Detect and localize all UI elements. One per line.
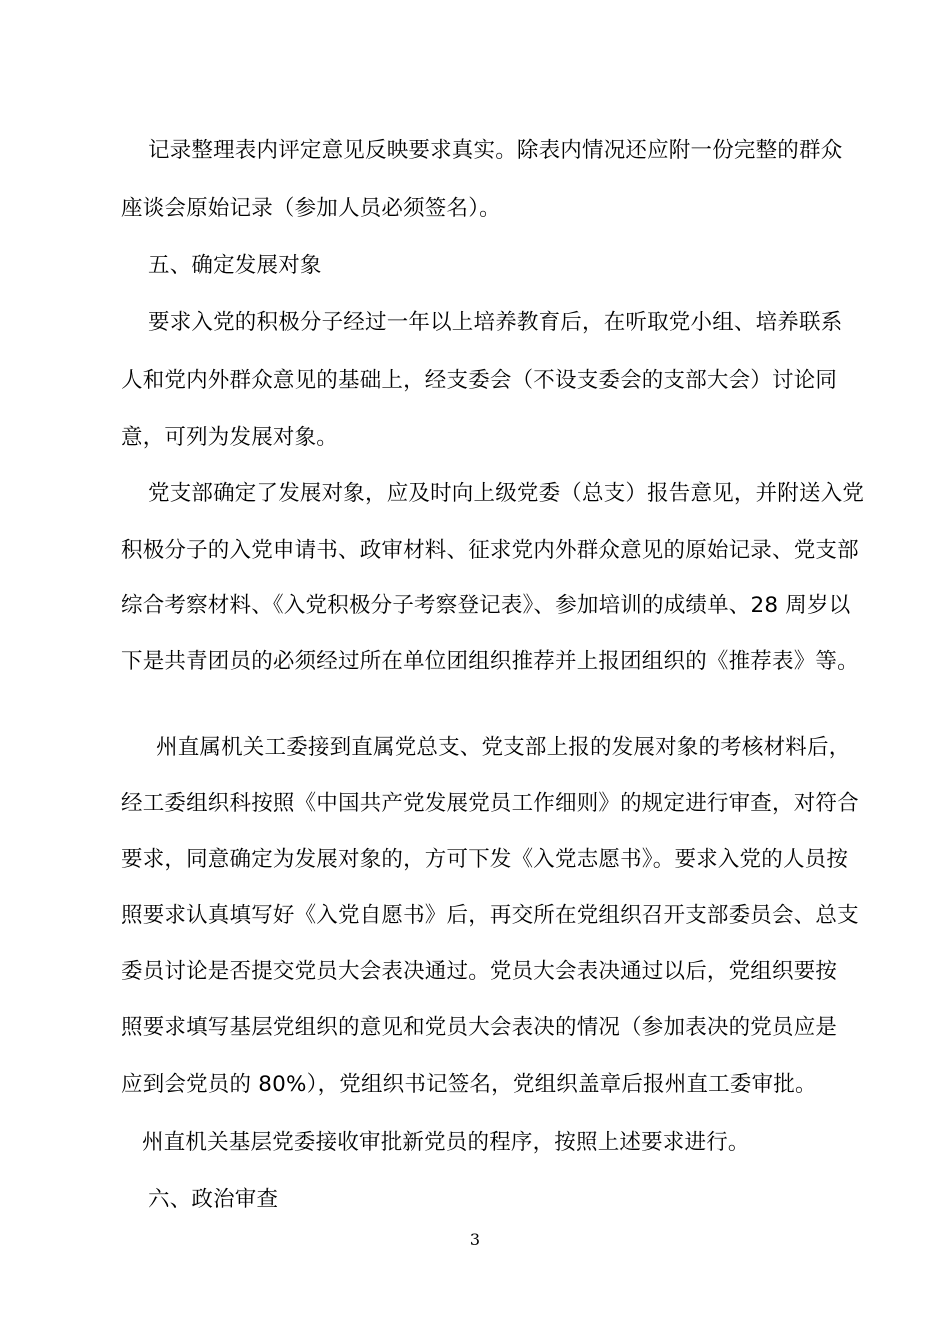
paragraph-line: 照要求认真填写好《入党自愿书》后，再交所在党组织召开支部委员会、总支 <box>121 903 859 928</box>
paragraph-line: 照要求填写基层党组织的意见和党员大会表决的情况（参加表决的党员应是 <box>121 1015 838 1040</box>
paragraph-line: 人和党内外群众意见的基础上，经支委会（不设支委会的支部大会）讨论同 <box>121 368 838 393</box>
paragraph-line: 委员讨论是否提交党员大会表决通过。党员大会表决通过以后，党组织要按 <box>121 959 838 984</box>
section-heading: 五、确定发展对象 <box>148 253 322 278</box>
paragraph-line: 座谈会原始记录（参加人员必须签名）。 <box>121 196 501 221</box>
section-heading: 六、政治审查 <box>148 1187 279 1212</box>
paragraph-line: 综合考察材料、《入党积极分子考察登记表》、参加培训的成绩单、28 周岁以 <box>121 593 851 618</box>
paragraph-line: 记录整理表内评定意见反映要求真实。除表内情况还应附一份完整的群众 <box>148 138 843 163</box>
paragraph-line: 党支部确定了发展对象，应及时向上级党委（总支）报告意见，并附送入党 <box>148 481 865 506</box>
paragraph-line: 积极分子的入党申请书、政审材料、征求党内外群众意见的原始记录、党支部 <box>121 538 859 563</box>
page-number: 3 <box>469 1230 481 1249</box>
paragraph-line: 州直属机关工委接到直属党总支、党支部上报的发展对象的考核材料后， <box>156 735 851 760</box>
paragraph-line: 州直机关基层党委接收审批新党员的程序，按照上述要求进行。 <box>142 1130 750 1155</box>
paragraph-line: 要求入党的积极分子经过一年以上培养教育后，在听取党小组、培养联系 <box>148 310 843 335</box>
paragraph-line: 下是共青团员的必须经过所在单位团组织推荐并上报团组织的《推荐表》等。 <box>121 649 859 674</box>
paragraph-line: 要求，同意确定为发展对象的，方可下发《入党志愿书》。要求入党的人员按 <box>121 847 849 872</box>
paragraph-line: 经工委组织科按照《中国共产党发展党员工作细则》的规定进行审查，对符合 <box>121 791 859 816</box>
paragraph-line: 应到会党员的 80%），党组织书记签名，党组织盖章后报州直工委审批。 <box>121 1072 817 1097</box>
paragraph-line: 意，可列为发展对象。 <box>121 425 339 450</box>
